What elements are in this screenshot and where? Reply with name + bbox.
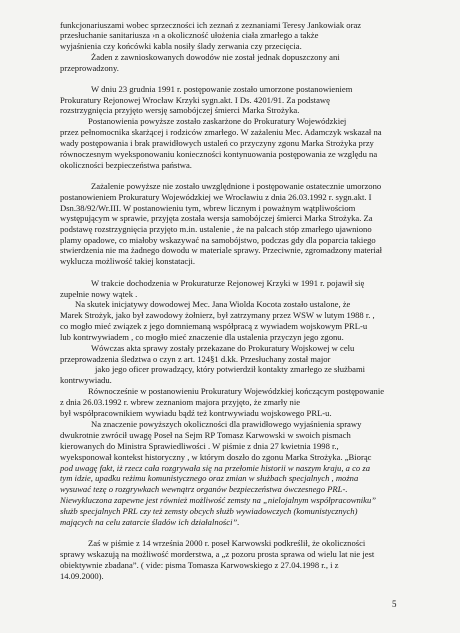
text-line: W trakcie dochodzenia w Prokuraturze Rejonowej Krzyki w 1991 r. pojawił się <box>91 278 365 288</box>
text-line: występującym w sprawie, przyjęta została wersja samobójczej śmierci Marka Strożyka. Za <box>60 213 373 223</box>
text-line: podstawę rozstrzygnięcia przyjęto m.in. ustalenie , że na palcach stóp zmarłego ujawniono <box>60 224 372 234</box>
text-line: równoczesnym wyeksponowaniu konieczności kontynuowania postępowania ze względu na <box>60 149 378 159</box>
text-line: obiektywnie zbadana”. ( vide: pisma Tomasza Karwowskiego z 27.04.1998 r., i z <box>60 560 339 570</box>
text-line: zupełnie nowy wątek . <box>60 289 138 299</box>
text-line: służb specjalnych PRL czy też zemsty obcych służb wywiadowczych (komunistycznych) <box>60 506 358 516</box>
text-line: 14.09.2000). <box>60 571 104 581</box>
text-line: przez pełnomocnika skarżącej i rodziców zmarłego. W zażaleniu Mec. Adamczyk wskazał na <box>60 127 382 137</box>
text-line: rozstrzygnięcia przyjęto wersję samobójczej śmierci Marka Strożyka. <box>60 105 300 115</box>
text-line: pod uwagę fakt, iż rzecz cała rozgrywała się na przełomie historii w naszym kraju, a co za <box>60 463 370 473</box>
text-line: W dniu 23 grudnia 1991 r. postępowanie zostało umorzone postanowieniem <box>91 84 353 94</box>
text-line: Na skutek inicjatywy dowodowej Mec. Jana Wiolda Kocota zostało ustalone, że <box>75 299 351 309</box>
text-line: przeprowadzenia śledztwa o czyn z art. 124§1 d.kk. Przesłuchany został major <box>60 354 331 364</box>
text-line: wyjaśnienia czy końcówki kabla nosiły ślady zerwania czy przecięcia. <box>60 41 302 51</box>
text-line: z dnia 26.03.1992 r. wbrew zeznaniom majora przyjęto, że zmarły nie <box>60 397 301 407</box>
text-line: lub kontrwywiadem , co mogło mieć znaczenie dla ustalenia przyczyn jego zgonu. <box>60 332 344 342</box>
text-line: Na znaczenie powyższych okoliczności dla prawidłowego wyjaśnienia sprawy <box>91 419 362 429</box>
text-line: Równocześnie w postanowieniu Prokuratury Wojewódzkiej kończącym postępowanie <box>88 386 385 396</box>
text-line: Postanowienia powyższe zostało zaskarżone do Prokuratury Wojewódzkiej <box>88 116 347 126</box>
text-line: przesłuchanie sanitariusza ›n a okoliczność ułożenia ciała zmarłego a także <box>60 30 319 40</box>
text-line: Żaden z zawnioskowanych dowodów nie został jednak dopuszczony ani <box>91 52 340 62</box>
text-line: dwukrotnie zwrócił uwagę Poseł na Sejm RP Tomasz Karwowski w swoich pismach <box>60 430 351 440</box>
text-line: wysuwać tezę o rozgrywkach wewnątrz organów bezpieczeństwa ówczesnego PRL-. <box>60 484 348 494</box>
text-line: tym idzie, upadku reżimu komunistycznego oraz zmian w służbach specjalnych , można <box>60 473 359 483</box>
text-line: sprawy wskazują na możliwość morderstwa, a „z pozoru prosta sprawa od wielu lat nie jest <box>60 549 375 559</box>
text-line: funkcjonariuszami wobec sprzeczności ich zeznań z zeznaniami Teresy Jankowiak oraz <box>60 20 362 30</box>
text-line: co mogło mieć związek z jego domniemaną współpracą z wywiadem wojskowym PRL-u <box>60 321 368 331</box>
text-line: jako jego oficer prowadzący, który potwierdził kontakty zmarłego ze służbami <box>95 364 366 374</box>
text-line: wyeksponował kontekst historyczny , w którym doszło do zgonu Marka Strożyka. „Biorąc <box>60 452 372 462</box>
text-line: wady postępowania i brak prawidłowych ustaleń co przyczyny zgonu Marka Strożyka przy <box>60 138 374 148</box>
text-line: wyklucza możliwość takiej konstatacji. <box>60 256 196 266</box>
text-line: stwierdzenia nie ma żadnego dowodu w materiale sprawy. Przeciwnie, zgromadzony materiał <box>60 245 383 255</box>
text-line: przeprowadzony. <box>60 63 119 73</box>
text-line: postanowieniem Prokuratury Wojewódzkiej we Wrocławiu z dnia 26.03.1992 r. sygn.akt. I <box>60 192 372 202</box>
text-line: Dsn.38/92/Wr.III. W postanowieniu tym, wbrew licznym i poważnym wątpliwościom <box>60 203 356 213</box>
text-line: mających na celu zatarcie śladów ich działalności”. <box>60 517 240 527</box>
text-line: Zaś w piśmie z 14 września 2000 r. poseł Karwowski podkreślił, że okoliczności <box>88 538 366 548</box>
text-line: Niewykluczona zapewne jest również możliwość zemsty na „nielojalnym współpracowniku” <box>60 495 377 505</box>
text-line: Marek Strożyk, jako był zawodowy żołnierz, był zatrzymany przez WSW w lutym 1988 r. , <box>60 310 375 320</box>
text-line: Zażalenie powyższe nie zostało uwzględnione i postępowanie ostatecznie umorzono <box>91 181 382 191</box>
page-number: 5 <box>392 599 397 609</box>
text-line: kierowanych do Ministra Sprawiedliwości . W piśmie z dnia 27 kwietnia 1998 r., <box>60 441 339 451</box>
text-line: Wówczas akta sprawy zostały przekazane do Prokuratury Wojskowej w celu <box>91 343 355 353</box>
text-line: plamy opadowe, co miałoby wskazywać na samobójstwo, podczas gdy dla poparcia takiego <box>60 235 376 245</box>
text-line: okoliczności bezpieczeństwa państwa. <box>60 160 192 170</box>
text-line: Prokuratury Rejonowej Wrocław Krzyki sygn.akt. I Ds. 4201/91. Za podstawę <box>60 95 330 105</box>
text-line: kontrwywiadu. <box>60 375 112 385</box>
text-line: był współpracownikiem wywiadu bądź też kontrwywiadu wojskowego PRL-u. <box>60 408 332 418</box>
